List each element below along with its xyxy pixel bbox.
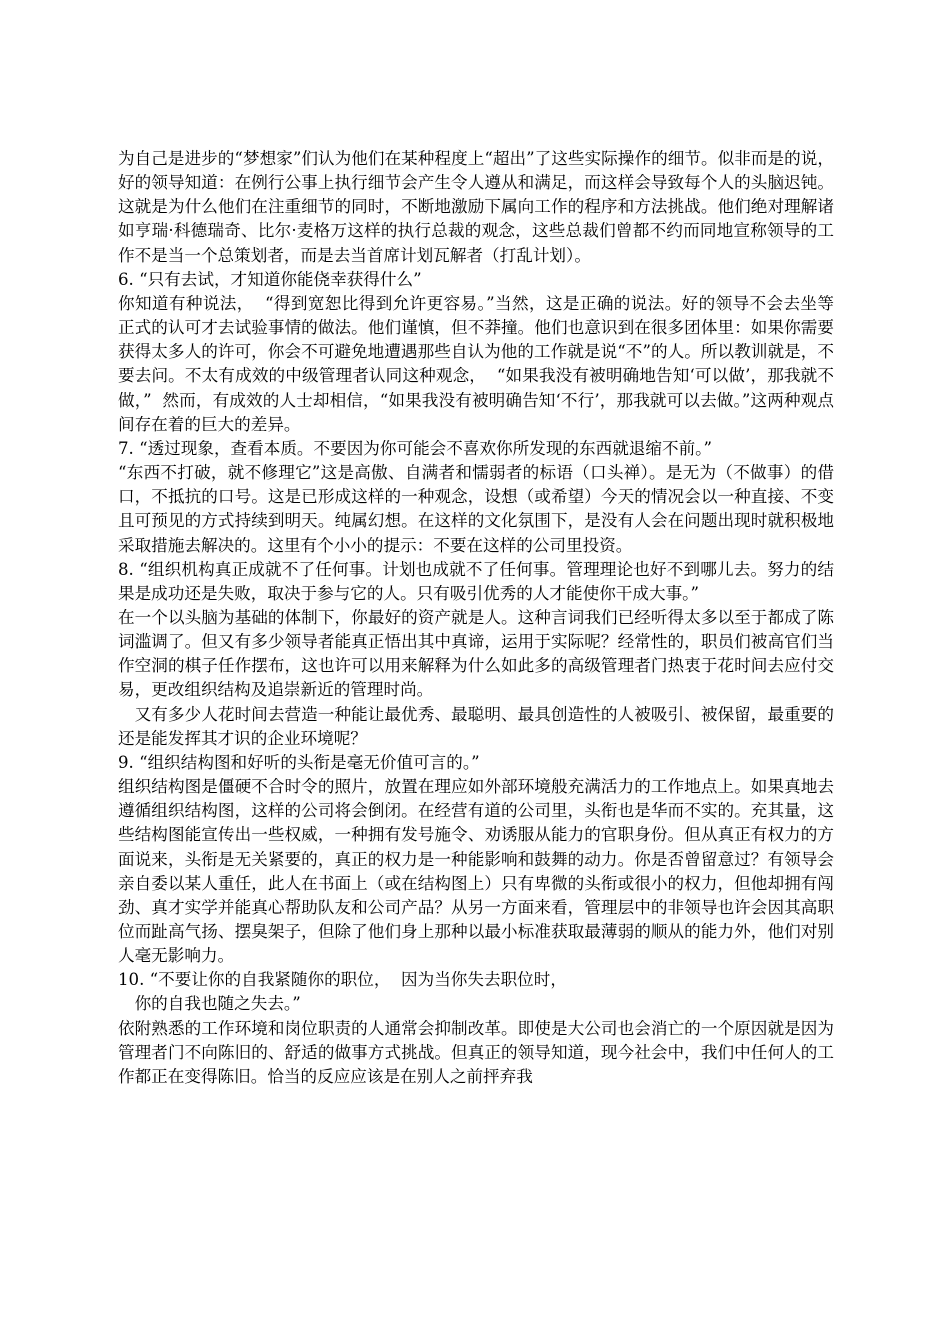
- section-heading-10: 10. “不要让你的自我紧随你的职位， 因为当你失去职位时，: [118, 970, 567, 990]
- section-heading-10-continued: 你的自我也随之失去。”: [134, 994, 301, 1014]
- document-page: [118, 147, 834, 1089]
- section-heading-8: 8. “组织机构真正成就不了任何事。计划也成就不了任何事。管理理论也好不到哪儿去。努力的结果是成功还是失败，取决于参与它的人。只有吸引优秀的人才能使你干成大事。”: [118, 559, 834, 603]
- body-paragraph: 为自己是进步的“梦想家”们认为他们在某种程度上“超出”了这些实际操作的细节。似非而是的说，好的领导知道：在例行公事上执行细节会产生令人遵从和满足，而这样会导致每个人的头脑迟钝。这就是为什么他们在注重细节的同时，不断地激励下属向工作的程序和方法挑战。他们绝对理解诸如亨瑞·科德瑞奇、比尔·麦格万这样的执行总裁的观念，这些总裁们曾都不约而同地宣称领导的工作不是当一个总策划者，而是去当首席计划瓦解者（打乱计划）。: [118, 149, 834, 265]
- body-paragraph: 依附熟悉的工作环境和岗位职责的人通常会抑制改革。即使是大公司也会消亡的一个原因就是因为管理者门不向陈旧的、舒适的做事方式挑战。但真正的领导知道，现今社会中，我们中任何人的工作都正在变得陈旧。恰当的反应应该是在别人之前抨弃我: [118, 1018, 834, 1086]
- section-heading-9: 9. “组织结构图和好听的头衔是毫无价值可言的。”: [118, 752, 480, 772]
- body-paragraph: 组织结构图是僵硬不合时令的照片，放置在理应如外部环境般充满活力的工作地点上。如果真地去遵循组织结构图，这样的公司将会倒闭。在经营有道的公司里，头衔也是华而不实的。充其量，这些结构图能宣传出一些权威，一种拥有发号施令、劝诱服从能力的官职身份。但从真正有权力的方面说来，头衔是无关紧要的，真正的权力是一种能影响和鼓舞的动力。你是否曾留意过？有领导会亲自委以某人重任，此人在书面上（或在结构图上）只有卑微的头衔或很小的权力，但他却拥有闯劲、真才实学并能真心帮助队友和公司产品？从另一方面来看，管理层中的非领导也许会因其高职位而趾高气扬、摆臭架子，但除了他们身上那种以最小标准获取最薄弱的顺从的能力外，他们对别人毫无影响力。: [118, 777, 834, 966]
- section-heading-6: 6. “只有去试，才知道你能侥幸获得什么”: [118, 269, 422, 289]
- body-paragraph: 你知道有种说法， “得到宽恕比得到允许更容易。”当然，这是正确的说法。好的领导不会去坐等正式的认可才去试验事情的做法。他们谨慎，但不莽撞。他们也意识到在很多团体里：如果你需要获得太多人的许可，你会不可避免地遭遇那些自认为他的工作就是说“不”的人。所以教训就是，不要去问。不太有成效的中级管理者认同这种观念， “如果我没有被明确地告知‘可以做’，那我就不做，” 然而，有成效的人士却相信，“如果我没有被明确告知‘不行’，那我就可以去做。”这两种观点间存在着的巨大的差异。: [118, 293, 834, 434]
- body-paragraph: 在一个以头脑为基础的体制下，你最好的资产就是人。这种言词我们已经听得太多以至于都成了陈词滥调了。但又有多少领导者能真正悟出其中真谛，运用于实际呢？经常性的，职员们被高官们当作空洞的棋子任作摆布，这也许可以用来解释为什么如此多的高级管理者门热衷于花时间去应付交易，更改组织结构及追崇新近的管理时尚。: [118, 607, 834, 700]
- body-paragraph: “东西不打破，就不修理它”这是高傲、自满者和懦弱者的标语（口头禅）。是无为（不做事）的借口，不抵抗的口号。这是已形成这样的一种观念，设想（或希望）今天的情况会以一种直接、不变且可预见的方式持续到明天。纯属幻想。在这样的文化氛围下，是没有人会在问题出现时就积极地采取措施去解决的。这里有个小小的提示：不要在这样的公司里投资。: [118, 463, 834, 555]
- body-paragraph: 又有多少人花时间去营造一种能让最优秀、最聪明、最具创造性的人被吸引、被保留，最重要的还是能发挥其才识的企业环境呢？: [118, 704, 834, 748]
- section-heading-7: 7. “透过现象，查看本质。不要因为你可能会不喜欢你所发现的东西就退缩不前。”: [118, 438, 712, 458]
